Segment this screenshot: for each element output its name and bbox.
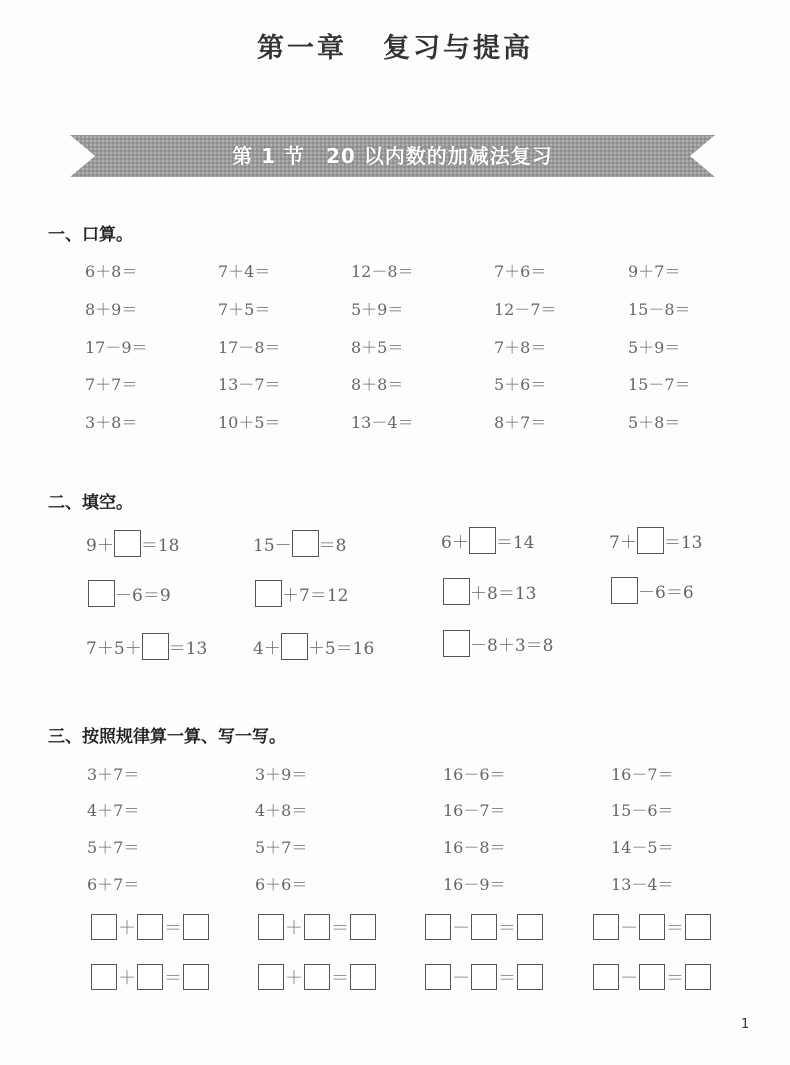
operator-sign: ＝: [164, 918, 182, 939]
oral-expression: 7＋5＝: [218, 300, 271, 319]
equation-left-text: 7＋: [609, 533, 637, 553]
box-equation: [425, 914, 543, 940]
oral-expression: 12－7＝: [494, 300, 557, 319]
fill-blank-equation: [86, 633, 207, 660]
equation-right-text: －6＝6: [638, 583, 694, 603]
answer-box[interactable]: [350, 914, 376, 940]
equation-left-text: 6＋: [441, 533, 469, 553]
section-banner-title: 第 1 节 20 以内数的加减法复习: [232, 144, 553, 168]
chapter-name: 复习与提高: [383, 33, 533, 64]
answer-box[interactable]: [114, 530, 141, 557]
oral-expression: 10＋5＝: [218, 413, 281, 432]
oral-expression: 3＋8＝: [85, 413, 138, 432]
fill-blank-equation: [253, 633, 374, 660]
fill-blank-equation: [443, 578, 536, 605]
equation-right-text: ＝13: [168, 639, 208, 659]
answer-box[interactable]: [443, 630, 470, 657]
pattern-expression: 5＋7＝: [87, 838, 140, 857]
oral-expression: 17－9＝: [85, 338, 148, 357]
answer-box[interactable]: [88, 580, 115, 607]
oral-expression: 13－4＝: [351, 413, 414, 432]
fill-blank-equation: [609, 527, 702, 554]
pattern-expression: 3＋9＝: [255, 765, 308, 784]
answer-box[interactable]: [255, 580, 282, 607]
answer-box[interactable]: [593, 914, 619, 940]
answer-box[interactable]: [517, 964, 543, 990]
answer-box[interactable]: [637, 527, 664, 554]
oral-expression: 7＋8＝: [494, 338, 547, 357]
oral-expression: 6＋8＝: [85, 262, 138, 281]
operator-sign: －: [620, 968, 638, 989]
equation-right-text: ＝13: [663, 533, 703, 553]
answer-box[interactable]: [517, 914, 543, 940]
operator-sign: ＝: [666, 918, 684, 939]
operator-sign: －: [620, 918, 638, 939]
answer-box[interactable]: [183, 914, 209, 940]
operator-sign: ＝: [498, 918, 516, 939]
answer-box[interactable]: [281, 633, 308, 660]
chapter-title: [0, 26, 790, 65]
oral-expression: 5＋8＝: [628, 413, 681, 432]
oral-expression: 7＋6＝: [494, 262, 547, 281]
pattern-expression: 6＋6＝: [255, 875, 308, 894]
answer-box[interactable]: [142, 633, 169, 660]
answer-box[interactable]: [443, 578, 470, 605]
answer-box[interactable]: [91, 964, 117, 990]
operator-sign: ＋: [285, 968, 303, 989]
answer-box[interactable]: [183, 964, 209, 990]
box-equation: [258, 964, 376, 990]
answer-box[interactable]: [469, 527, 496, 554]
fill-blank-equation: [441, 527, 534, 554]
pattern-expression: 6＋7＝: [87, 875, 140, 894]
answer-box[interactable]: [639, 914, 665, 940]
answer-box[interactable]: [471, 964, 497, 990]
pattern-expression: 16－7＝: [443, 801, 506, 820]
answer-box[interactable]: [350, 964, 376, 990]
oral-heading: 一、口算。: [48, 225, 133, 245]
box-equation: [91, 964, 209, 990]
answer-box[interactable]: [292, 530, 319, 557]
operator-sign: ＝: [666, 968, 684, 989]
fill-blank-equation: [443, 630, 553, 657]
oral-expression: 5＋6＝: [494, 375, 547, 394]
equation-right-text: －8＋3＝8: [470, 636, 554, 656]
equation-right-text: ＋8＝13: [470, 584, 537, 604]
pattern-expression: 16－6＝: [443, 765, 506, 784]
oral-expression: 13－7＝: [218, 375, 281, 394]
pattern-expression: 14－5＝: [611, 838, 674, 857]
box-equation: [425, 964, 543, 990]
pattern-expression: 4＋8＝: [255, 801, 308, 820]
equation-left-text: 9＋: [86, 536, 114, 556]
operator-sign: ＝: [331, 918, 349, 939]
answer-box[interactable]: [685, 964, 711, 990]
oral-expression: 9＋7＝: [628, 262, 681, 281]
operator-sign: －: [452, 968, 470, 989]
chapter-number: 第一章: [257, 33, 347, 64]
operator-sign: ＝: [331, 968, 349, 989]
pattern-heading: 三、按照规律算一算、写一写。: [48, 727, 286, 747]
answer-box[interactable]: [685, 914, 711, 940]
oral-expression: 7＋7＝: [85, 375, 138, 394]
answer-box[interactable]: [425, 964, 451, 990]
box-equation: [593, 964, 711, 990]
answer-box[interactable]: [304, 914, 330, 940]
pattern-expression: 13－4＝: [611, 875, 674, 894]
answer-box[interactable]: [258, 964, 284, 990]
pattern-expression: 16－9＝: [443, 875, 506, 894]
equation-left-text: 15－: [253, 536, 292, 556]
box-equation: [258, 914, 376, 940]
equation-right-text: ＋5＝16: [307, 639, 375, 659]
answer-box[interactable]: [137, 914, 163, 940]
operator-sign: －: [452, 918, 470, 939]
oral-expression: 8＋7＝: [494, 413, 547, 432]
answer-box[interactable]: [91, 914, 117, 940]
oral-expression: 15－7＝: [628, 375, 691, 394]
fill-blank-equation: [255, 580, 348, 607]
pattern-expression: 16－7＝: [611, 765, 674, 784]
equation-right-text: ＝14: [495, 533, 535, 553]
box-equation: [593, 914, 711, 940]
oral-expression: 5＋9＝: [351, 300, 404, 319]
box-equation: [91, 914, 209, 940]
operator-sign: ＋: [118, 968, 136, 989]
answer-box[interactable]: [425, 914, 451, 940]
equation-right-text: ＝8: [318, 536, 347, 556]
answer-box[interactable]: [258, 914, 284, 940]
oral-expression: 7＋4＝: [218, 262, 271, 281]
oral-expression: 5＋9＝: [628, 338, 681, 357]
fill-blank-equation: [253, 530, 346, 557]
fill-heading: 二、填空。: [48, 493, 133, 513]
equation-right-text: ＋7＝12: [282, 586, 349, 606]
answer-box[interactable]: [593, 964, 619, 990]
answer-box[interactable]: [611, 577, 638, 604]
fill-blank-equation: [611, 577, 694, 604]
oral-expression: 17－8＝: [218, 338, 281, 357]
oral-expression: 15－8＝: [628, 300, 691, 319]
operator-sign: ＝: [164, 968, 182, 989]
pattern-expression: 16－8＝: [443, 838, 506, 857]
operator-sign: ＋: [118, 918, 136, 939]
equation-right-text: ＝18: [140, 536, 180, 556]
fill-blank-equation: [86, 530, 179, 557]
pattern-expression: 5＋7＝: [255, 838, 308, 857]
pattern-expression: 3＋7＝: [87, 765, 140, 784]
answer-box[interactable]: [304, 964, 330, 990]
oral-expression: 8＋8＝: [351, 375, 404, 394]
oral-expression: 8＋9＝: [85, 300, 138, 319]
equation-right-text: －6＝9: [115, 586, 171, 606]
equation-left-text: 4＋: [253, 639, 281, 659]
pattern-expression: 4＋7＝: [87, 801, 140, 820]
page-number: 1: [741, 1017, 750, 1032]
oral-expression: 8＋5＝: [351, 338, 404, 357]
fill-blank-equation: [88, 580, 171, 607]
oral-expression: 12－8＝: [351, 262, 414, 281]
answer-box[interactable]: [639, 964, 665, 990]
pattern-expression: 15－6＝: [611, 801, 674, 820]
answer-box[interactable]: [471, 914, 497, 940]
equation-left-text: 7＋5＋: [86, 639, 142, 659]
answer-box[interactable]: [137, 964, 163, 990]
operator-sign: ＝: [498, 968, 516, 989]
operator-sign: ＋: [285, 918, 303, 939]
